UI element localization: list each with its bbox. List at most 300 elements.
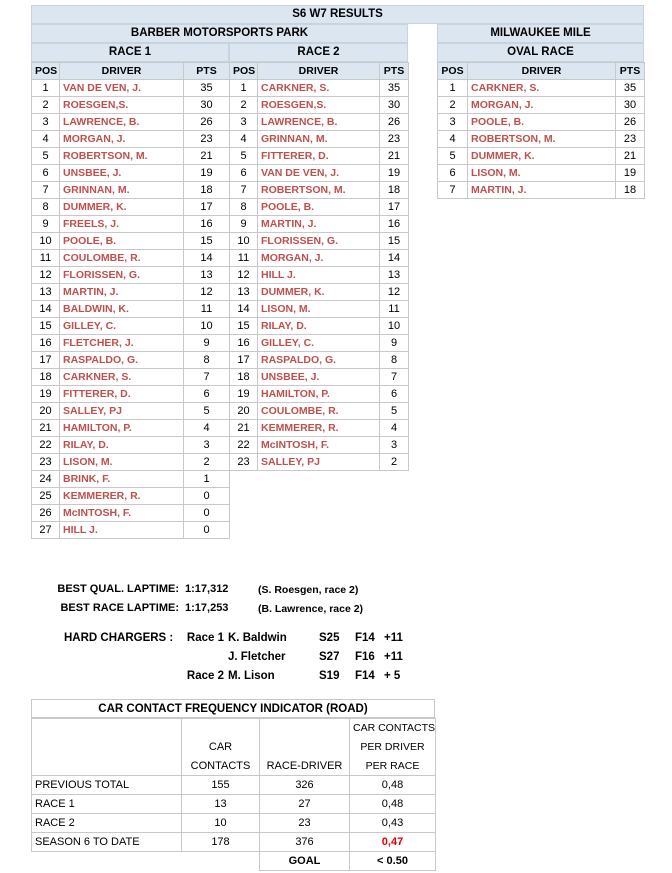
points-cell: 17 bbox=[184, 199, 230, 216]
contact-header-empty bbox=[260, 719, 350, 738]
driver-name-cell: DUMMER, K. bbox=[258, 284, 380, 301]
points-cell: 15 bbox=[380, 233, 409, 250]
charger-gain: +11 bbox=[384, 651, 403, 663]
position-cell: 6 bbox=[32, 165, 60, 182]
driver-name-cell: MARTIN, J. bbox=[468, 182, 616, 199]
points-cell: 18 bbox=[616, 182, 645, 199]
points-cell: 19 bbox=[616, 165, 645, 182]
position-cell: 16 bbox=[230, 335, 258, 352]
car-contacts-value: 155 bbox=[182, 776, 260, 795]
points-cell: 14 bbox=[184, 250, 230, 267]
points-cell: 18 bbox=[184, 182, 230, 199]
result-row bbox=[230, 80, 409, 97]
points-cell: 23 bbox=[616, 131, 645, 148]
points-cell: 9 bbox=[380, 335, 409, 352]
position-cell: 13 bbox=[32, 284, 60, 301]
position-cell: 10 bbox=[230, 233, 258, 250]
points-cell: 13 bbox=[184, 267, 230, 284]
points-cell: 21 bbox=[380, 148, 409, 165]
position-cell: 2 bbox=[32, 97, 60, 114]
driver-name-cell: CARKNER, S. bbox=[60, 369, 184, 386]
driver-name-cell: FREELS, J. bbox=[60, 216, 184, 233]
position-cell: 1 bbox=[438, 80, 468, 97]
pts-column-header: PTS bbox=[380, 63, 409, 80]
result-row bbox=[438, 97, 645, 114]
points-cell: 35 bbox=[616, 80, 645, 97]
points-cell: 15 bbox=[184, 233, 230, 250]
position-cell: 12 bbox=[230, 267, 258, 284]
pos-column-header: POS bbox=[438, 63, 468, 80]
points-cell: 10 bbox=[380, 318, 409, 335]
points-cell: 5 bbox=[380, 403, 409, 420]
result-row bbox=[32, 199, 230, 216]
charger-gain: + 5 bbox=[384, 670, 401, 682]
charger-driver: M. Lison bbox=[228, 670, 275, 682]
result-row bbox=[32, 403, 230, 420]
contact-header-blank bbox=[32, 719, 182, 776]
result-row bbox=[32, 165, 230, 182]
contact-header-row bbox=[32, 719, 436, 738]
points-cell: 2 bbox=[184, 454, 230, 471]
result-row bbox=[32, 505, 230, 522]
points-cell: 16 bbox=[184, 216, 230, 233]
charger-race: Race 1 bbox=[186, 632, 224, 644]
points-cell: 19 bbox=[380, 165, 409, 182]
position-cell: 5 bbox=[32, 148, 60, 165]
driver-column-header: DRIVER bbox=[60, 63, 184, 80]
points-cell: 1 bbox=[184, 471, 230, 488]
contacts-per-driver-value: 0,43 bbox=[350, 814, 436, 833]
result-row bbox=[32, 131, 230, 148]
driver-name-cell: DUMMER, K. bbox=[468, 148, 616, 165]
result-row bbox=[438, 148, 645, 165]
position-cell: 3 bbox=[438, 114, 468, 131]
result-row bbox=[230, 148, 409, 165]
driver-name-cell: ROESGEN,S. bbox=[60, 97, 184, 114]
result-row bbox=[32, 522, 230, 539]
driver-name-cell: GILLEY, C. bbox=[60, 318, 184, 335]
position-cell: 9 bbox=[230, 216, 258, 233]
result-row bbox=[230, 250, 409, 267]
result-row bbox=[230, 267, 409, 284]
charger-gain: +11 bbox=[384, 632, 403, 644]
result-row bbox=[230, 114, 409, 131]
contact-header-empty bbox=[182, 719, 260, 738]
driver-name-cell: LISON, M. bbox=[60, 454, 184, 471]
points-cell: 4 bbox=[184, 420, 230, 437]
best-qual-time: 1:17,312 bbox=[185, 583, 229, 595]
charger-start: S25 bbox=[319, 632, 340, 644]
result-row bbox=[230, 403, 409, 420]
position-cell: 6 bbox=[438, 165, 468, 182]
position-cell: 13 bbox=[230, 284, 258, 301]
driver-name-cell: POOLE, B. bbox=[60, 233, 184, 250]
contact-header-empty bbox=[260, 738, 350, 757]
result-row bbox=[32, 386, 230, 403]
driver-name-cell: SALLEY, PJ bbox=[258, 454, 380, 471]
goal-blank bbox=[182, 852, 260, 871]
position-cell: 10 bbox=[32, 233, 60, 250]
charger-finish: F16 bbox=[355, 651, 375, 663]
best-qual-note: (S. Roesgen, race 2) bbox=[258, 584, 359, 596]
driver-name-cell: FITTERER, D. bbox=[258, 148, 380, 165]
driver-name-cell: ROBERTSON, M. bbox=[468, 131, 616, 148]
points-cell: 26 bbox=[184, 114, 230, 131]
position-cell: 25 bbox=[32, 488, 60, 505]
result-row bbox=[438, 114, 645, 131]
goal-row bbox=[32, 852, 436, 871]
driver-name-cell: VAN DE VEN, J. bbox=[258, 165, 380, 182]
points-cell: 18 bbox=[380, 182, 409, 199]
points-cell: 7 bbox=[380, 369, 409, 386]
result-row bbox=[438, 80, 645, 97]
points-cell: 21 bbox=[184, 148, 230, 165]
position-cell: 7 bbox=[32, 182, 60, 199]
result-row bbox=[230, 182, 409, 199]
driver-name-cell: CARKNER, S. bbox=[258, 80, 380, 97]
result-row bbox=[230, 386, 409, 403]
race-driver-value: 376 bbox=[260, 833, 350, 852]
points-cell: 8 bbox=[184, 352, 230, 369]
hard-chargers-label: HARD CHARGERS : bbox=[64, 632, 174, 644]
driver-name-cell: KEMMERER, R. bbox=[60, 488, 184, 505]
charger-start: S19 bbox=[319, 670, 340, 682]
cpd-header-1: CAR CONTACTS bbox=[350, 719, 436, 738]
result-row bbox=[32, 420, 230, 437]
result-row bbox=[32, 352, 230, 369]
position-cell: 17 bbox=[32, 352, 60, 369]
row-label: SEASON 6 TO DATE bbox=[32, 833, 182, 852]
contact-row bbox=[32, 776, 436, 795]
result-row bbox=[32, 97, 230, 114]
charger-finish: F14 bbox=[355, 632, 375, 644]
driver-name-cell: MARTIN, J. bbox=[60, 284, 184, 301]
row-label: PREVIOUS TOTAL bbox=[32, 776, 182, 795]
points-cell: 5 bbox=[184, 403, 230, 420]
driver-name-cell: LISON, M. bbox=[258, 301, 380, 318]
driver-name-cell: BALDWIN, K. bbox=[60, 301, 184, 318]
position-cell: 16 bbox=[32, 335, 60, 352]
result-row bbox=[230, 437, 409, 454]
barber-track-header: BARBER MOTORSPORTS PARK bbox=[31, 24, 408, 43]
position-cell: 4 bbox=[32, 131, 60, 148]
driver-name-cell: McINTOSH, F. bbox=[258, 437, 380, 454]
points-cell: 10 bbox=[184, 318, 230, 335]
position-cell: 21 bbox=[230, 420, 258, 437]
driver-name-cell: COULOMBE, R. bbox=[258, 403, 380, 420]
points-cell: 0 bbox=[184, 505, 230, 522]
points-cell: 26 bbox=[380, 114, 409, 131]
driver-name-cell: GRINNAN, M. bbox=[258, 131, 380, 148]
result-row bbox=[32, 233, 230, 250]
charger-driver: K. Baldwin bbox=[228, 632, 287, 644]
points-cell: 3 bbox=[184, 437, 230, 454]
position-cell: 8 bbox=[230, 199, 258, 216]
car-contacts-value: 178 bbox=[182, 833, 260, 852]
position-cell: 19 bbox=[230, 386, 258, 403]
points-cell: 2 bbox=[380, 454, 409, 471]
driver-name-cell: MORGAN, J. bbox=[60, 131, 184, 148]
charger-race: Race 2 bbox=[186, 670, 224, 682]
row-label: RACE 1 bbox=[32, 795, 182, 814]
position-cell: 2 bbox=[438, 97, 468, 114]
position-cell: 23 bbox=[230, 454, 258, 471]
position-cell: 23 bbox=[32, 454, 60, 471]
driver-name-cell: GRINNAN, M. bbox=[60, 182, 184, 199]
result-row bbox=[230, 352, 409, 369]
charger-start: S27 bbox=[319, 651, 340, 663]
position-cell: 2 bbox=[230, 97, 258, 114]
position-cell: 14 bbox=[230, 301, 258, 318]
result-row bbox=[438, 165, 645, 182]
driver-name-cell: MORGAN, J. bbox=[468, 97, 616, 114]
position-cell: 15 bbox=[230, 318, 258, 335]
position-cell: 27 bbox=[32, 522, 60, 539]
result-row bbox=[32, 488, 230, 505]
race-driver-value: 23 bbox=[260, 814, 350, 833]
charger-finish: F14 bbox=[355, 670, 375, 682]
result-row bbox=[230, 301, 409, 318]
points-cell: 12 bbox=[380, 284, 409, 301]
pos-column-header: POS bbox=[32, 63, 60, 80]
position-cell: 9 bbox=[32, 216, 60, 233]
car-contacts-value: 10 bbox=[182, 814, 260, 833]
race-driver-header: RACE-DRIVER bbox=[260, 757, 350, 776]
result-row bbox=[32, 301, 230, 318]
points-cell: 6 bbox=[184, 386, 230, 403]
driver-name-cell: RASPALDO, G. bbox=[60, 352, 184, 369]
result-row bbox=[230, 318, 409, 335]
contact-row bbox=[32, 814, 436, 833]
result-row bbox=[230, 369, 409, 386]
result-row bbox=[32, 284, 230, 301]
points-cell: 6 bbox=[380, 386, 409, 403]
result-row bbox=[32, 471, 230, 488]
position-cell: 22 bbox=[230, 437, 258, 454]
driver-name-cell: ROESGEN,S. bbox=[258, 97, 380, 114]
result-row bbox=[438, 131, 645, 148]
race1-column-header-row bbox=[32, 63, 230, 80]
contact-frequency-table bbox=[31, 718, 436, 871]
driver-name-cell: RILAY, D. bbox=[258, 318, 380, 335]
result-row bbox=[32, 148, 230, 165]
result-row bbox=[32, 80, 230, 97]
driver-name-cell: FLORISSEN, G. bbox=[258, 233, 380, 250]
race1-header: RACE 1 bbox=[31, 43, 229, 62]
driver-name-cell: VAN DE VEN, J. bbox=[60, 80, 184, 97]
driver-name-cell: RASPALDO, G. bbox=[258, 352, 380, 369]
driver-name-cell: GILLEY, C. bbox=[258, 335, 380, 352]
driver-name-cell: LISON, M. bbox=[468, 165, 616, 182]
result-row bbox=[438, 182, 645, 199]
points-cell: 30 bbox=[380, 97, 409, 114]
points-cell: 3 bbox=[380, 437, 409, 454]
position-cell: 11 bbox=[230, 250, 258, 267]
points-cell: 30 bbox=[184, 97, 230, 114]
result-row bbox=[230, 165, 409, 182]
goal-blank bbox=[32, 852, 182, 871]
driver-name-cell: POOLE, B. bbox=[468, 114, 616, 131]
driver-name-cell: MARTIN, J. bbox=[258, 216, 380, 233]
result-row bbox=[32, 216, 230, 233]
driver-name-cell: FLORISSEN, G. bbox=[60, 267, 184, 284]
result-row bbox=[32, 369, 230, 386]
points-cell: 13 bbox=[380, 267, 409, 284]
position-cell: 19 bbox=[32, 386, 60, 403]
milwaukee-track-header: MILWAUKEE MILE bbox=[437, 24, 644, 43]
result-row bbox=[32, 454, 230, 471]
position-cell: 21 bbox=[32, 420, 60, 437]
points-cell: 0 bbox=[184, 488, 230, 505]
position-cell: 3 bbox=[32, 114, 60, 131]
driver-name-cell: HAMILTON, P. bbox=[60, 420, 184, 437]
charger-driver: J. Fletcher bbox=[228, 651, 286, 663]
points-cell: 0 bbox=[184, 522, 230, 539]
position-cell: 8 bbox=[32, 199, 60, 216]
position-cell: 22 bbox=[32, 437, 60, 454]
driver-name-cell: RILAY, D. bbox=[60, 437, 184, 454]
position-cell: 1 bbox=[230, 80, 258, 97]
driver-name-cell: ROBERTSON, M. bbox=[60, 148, 184, 165]
position-cell: 5 bbox=[230, 148, 258, 165]
driver-name-cell: ROBERTSON, M. bbox=[258, 182, 380, 199]
driver-name-cell: HILL J. bbox=[258, 267, 380, 284]
driver-column-header: DRIVER bbox=[468, 63, 616, 80]
goal-label: GOAL bbox=[260, 852, 350, 871]
oval-race-header: OVAL RACE bbox=[437, 43, 644, 62]
race-driver-value: 326 bbox=[260, 776, 350, 795]
driver-name-cell: LAWRENCE, B. bbox=[258, 114, 380, 131]
driver-name-cell: FLETCHER, J. bbox=[60, 335, 184, 352]
points-cell: 4 bbox=[380, 420, 409, 437]
driver-name-cell: COULOMBE, R. bbox=[60, 250, 184, 267]
position-cell: 4 bbox=[230, 131, 258, 148]
position-cell: 20 bbox=[32, 403, 60, 420]
position-cell: 18 bbox=[32, 369, 60, 386]
result-row bbox=[32, 437, 230, 454]
points-cell: 9 bbox=[184, 335, 230, 352]
oval-results-table bbox=[437, 62, 645, 199]
position-cell: 12 bbox=[32, 267, 60, 284]
result-row bbox=[230, 420, 409, 437]
position-cell: 18 bbox=[230, 369, 258, 386]
car-contacts-value: 13 bbox=[182, 795, 260, 814]
driver-name-cell: HILL J. bbox=[60, 522, 184, 539]
points-cell: 11 bbox=[380, 301, 409, 318]
result-row bbox=[230, 284, 409, 301]
points-cell: 11 bbox=[184, 301, 230, 318]
result-row bbox=[230, 335, 409, 352]
cpd-header-2: PER DRIVER bbox=[350, 738, 436, 757]
race1-results-table bbox=[31, 62, 230, 539]
points-cell: 14 bbox=[380, 250, 409, 267]
position-cell: 11 bbox=[32, 250, 60, 267]
best-race-time: 1:17,253 bbox=[185, 602, 229, 614]
cpd-header-3: PER RACE bbox=[350, 757, 436, 776]
points-cell: 21 bbox=[616, 148, 645, 165]
driver-column-header: DRIVER bbox=[258, 63, 380, 80]
oval-column-header-row bbox=[438, 63, 645, 80]
contact-row bbox=[32, 833, 436, 852]
goal-value: < 0.50 bbox=[350, 852, 436, 871]
driver-name-cell: FITTERER, D. bbox=[60, 386, 184, 403]
driver-name-cell: BRINK, F. bbox=[60, 471, 184, 488]
position-cell: 7 bbox=[438, 182, 468, 199]
result-row bbox=[230, 216, 409, 233]
result-row bbox=[32, 335, 230, 352]
driver-name-cell: LAWRENCE, B. bbox=[60, 114, 184, 131]
points-cell: 17 bbox=[380, 199, 409, 216]
position-cell: 17 bbox=[230, 352, 258, 369]
result-row bbox=[32, 250, 230, 267]
points-cell: 8 bbox=[380, 352, 409, 369]
car-header: CAR bbox=[182, 738, 260, 757]
position-cell: 5 bbox=[438, 148, 468, 165]
position-cell: 3 bbox=[230, 114, 258, 131]
contact-row bbox=[32, 795, 436, 814]
result-row bbox=[230, 199, 409, 216]
position-cell: 6 bbox=[230, 165, 258, 182]
best-qual-label: BEST QUAL. LAPTIME: bbox=[57, 583, 179, 595]
driver-name-cell: CARKNER, S. bbox=[468, 80, 616, 97]
points-cell: 35 bbox=[184, 80, 230, 97]
points-cell: 7 bbox=[184, 369, 230, 386]
contact-title: CAR CONTACT FREQUENCY INDICATOR (ROAD) bbox=[31, 699, 435, 718]
driver-name-cell: UNSBEE, J. bbox=[60, 165, 184, 182]
race2-header: RACE 2 bbox=[229, 43, 408, 62]
driver-name-cell: MORGAN, J. bbox=[258, 250, 380, 267]
position-cell: 14 bbox=[32, 301, 60, 318]
contacts-per-driver-value: 0,48 bbox=[350, 776, 436, 795]
driver-name-cell: SALLEY, PJ bbox=[60, 403, 184, 420]
result-row bbox=[230, 131, 409, 148]
result-row bbox=[32, 114, 230, 131]
points-cell: 23 bbox=[380, 131, 409, 148]
position-cell: 4 bbox=[438, 131, 468, 148]
driver-name-cell: UNSBEE, J. bbox=[258, 369, 380, 386]
points-cell: 23 bbox=[184, 131, 230, 148]
driver-name-cell: McINTOSH, F. bbox=[60, 505, 184, 522]
position-cell: 26 bbox=[32, 505, 60, 522]
points-cell: 35 bbox=[380, 80, 409, 97]
driver-name-cell: DUMMER, K. bbox=[60, 199, 184, 216]
contacts-per-driver-value: 0,48 bbox=[350, 795, 436, 814]
position-cell: 7 bbox=[230, 182, 258, 199]
result-row bbox=[230, 454, 409, 471]
position-cell: 1 bbox=[32, 80, 60, 97]
points-cell: 12 bbox=[184, 284, 230, 301]
pos-column-header: POS bbox=[230, 63, 258, 80]
page-title: S6 W7 RESULTS bbox=[31, 5, 644, 24]
race2-results-table bbox=[229, 62, 409, 471]
result-row bbox=[32, 318, 230, 335]
race-driver-value: 27 bbox=[260, 795, 350, 814]
contacts-per-driver-value: 0,47 bbox=[350, 833, 436, 852]
position-cell: 15 bbox=[32, 318, 60, 335]
pts-column-header: PTS bbox=[184, 63, 230, 80]
result-row bbox=[32, 182, 230, 199]
best-race-label: BEST RACE LAPTIME: bbox=[60, 602, 179, 614]
result-row bbox=[32, 267, 230, 284]
driver-name-cell: POOLE, B. bbox=[258, 199, 380, 216]
contacts-header: CONTACTS bbox=[182, 757, 260, 776]
best-race-note: (B. Lawrence, race 2) bbox=[258, 603, 364, 615]
result-row bbox=[230, 97, 409, 114]
position-cell: 20 bbox=[230, 403, 258, 420]
points-cell: 16 bbox=[380, 216, 409, 233]
driver-name-cell: HAMILTON, P. bbox=[258, 386, 380, 403]
row-label: RACE 2 bbox=[32, 814, 182, 833]
